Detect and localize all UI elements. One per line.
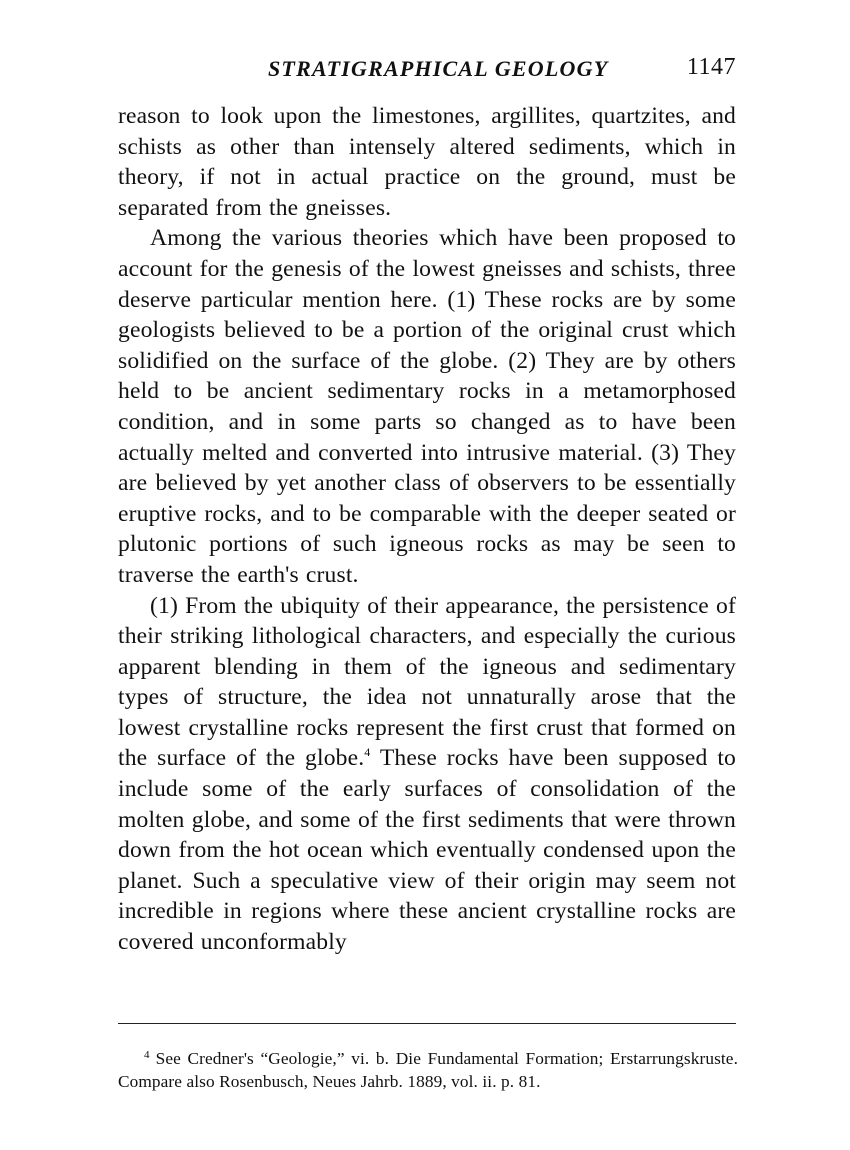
- paragraph-3-text-start: (1) From the ubiquity of their appearance, the persistence of their striking lithological characters, and especially the curious apparent blending in them of the igneous and sedimentary types of structure, the idea not unnaturally arose that the lowest crystalline rocks represent the first crust that formed on the surface of the globe.: [118, 592, 736, 772]
- footnote-reference[interactable]: 4: [364, 745, 371, 760]
- paragraph-2: Among the various theories which have been proposed to account for the genesis of the lowest gneisses and schists, three deserve particular mention here. (1) These rocks are by some geologists believed to be a portion of the original crust which solidified on the surface of the globe. (2) They are by others held to be ancient sedimentary rocks in a metamorphosed condition, and in some parts so changed as to have been actually melted and converted into intrusive material. (3) They are believed by yet another class of observers to be essentially eruptive rocks, and to be comparable with the deeper seated or plutonic portions of such igneous rocks as may be seen to traverse the earth's crust.: [118, 225, 736, 588]
- page-number: 1147: [686, 54, 736, 80]
- footnote: [118, 1047, 738, 1093]
- body-text: [118, 101, 736, 958]
- running-head: [118, 56, 738, 90]
- footnote-text: See Credner's “Geologie,” vi. b. Die Fundamental Formation; Erstarrungskruste. Compare also Rosenbusch, Neues Jahrb. 1889, vol. ii. p. 81.: [118, 1049, 738, 1091]
- footnote-marker: 4: [144, 1049, 150, 1061]
- paragraph-3: [118, 591, 736, 958]
- paragraph-3-text-end: These rocks have been supposed to include some of the early surfaces of consolidation of the molten globe, and some of the first sediments that were thrown down from the hot ocean which eventually condensed upon the planet. Such a speculative view of their origin may seem not incredible in regions where these ancient crystalline rocks are covered unconformably: [118, 745, 736, 956]
- footnote-divider: [118, 1023, 736, 1024]
- paragraph-1: reason to look upon the limestones, argillites, quartzites, and schists as other than intensely altered sediments, which in theory, if not in actual practice on the ground, must be separated from the gneisses.: [118, 103, 736, 221]
- running-title: STRATIGRAPHICAL GEOLOGY: [268, 56, 609, 81]
